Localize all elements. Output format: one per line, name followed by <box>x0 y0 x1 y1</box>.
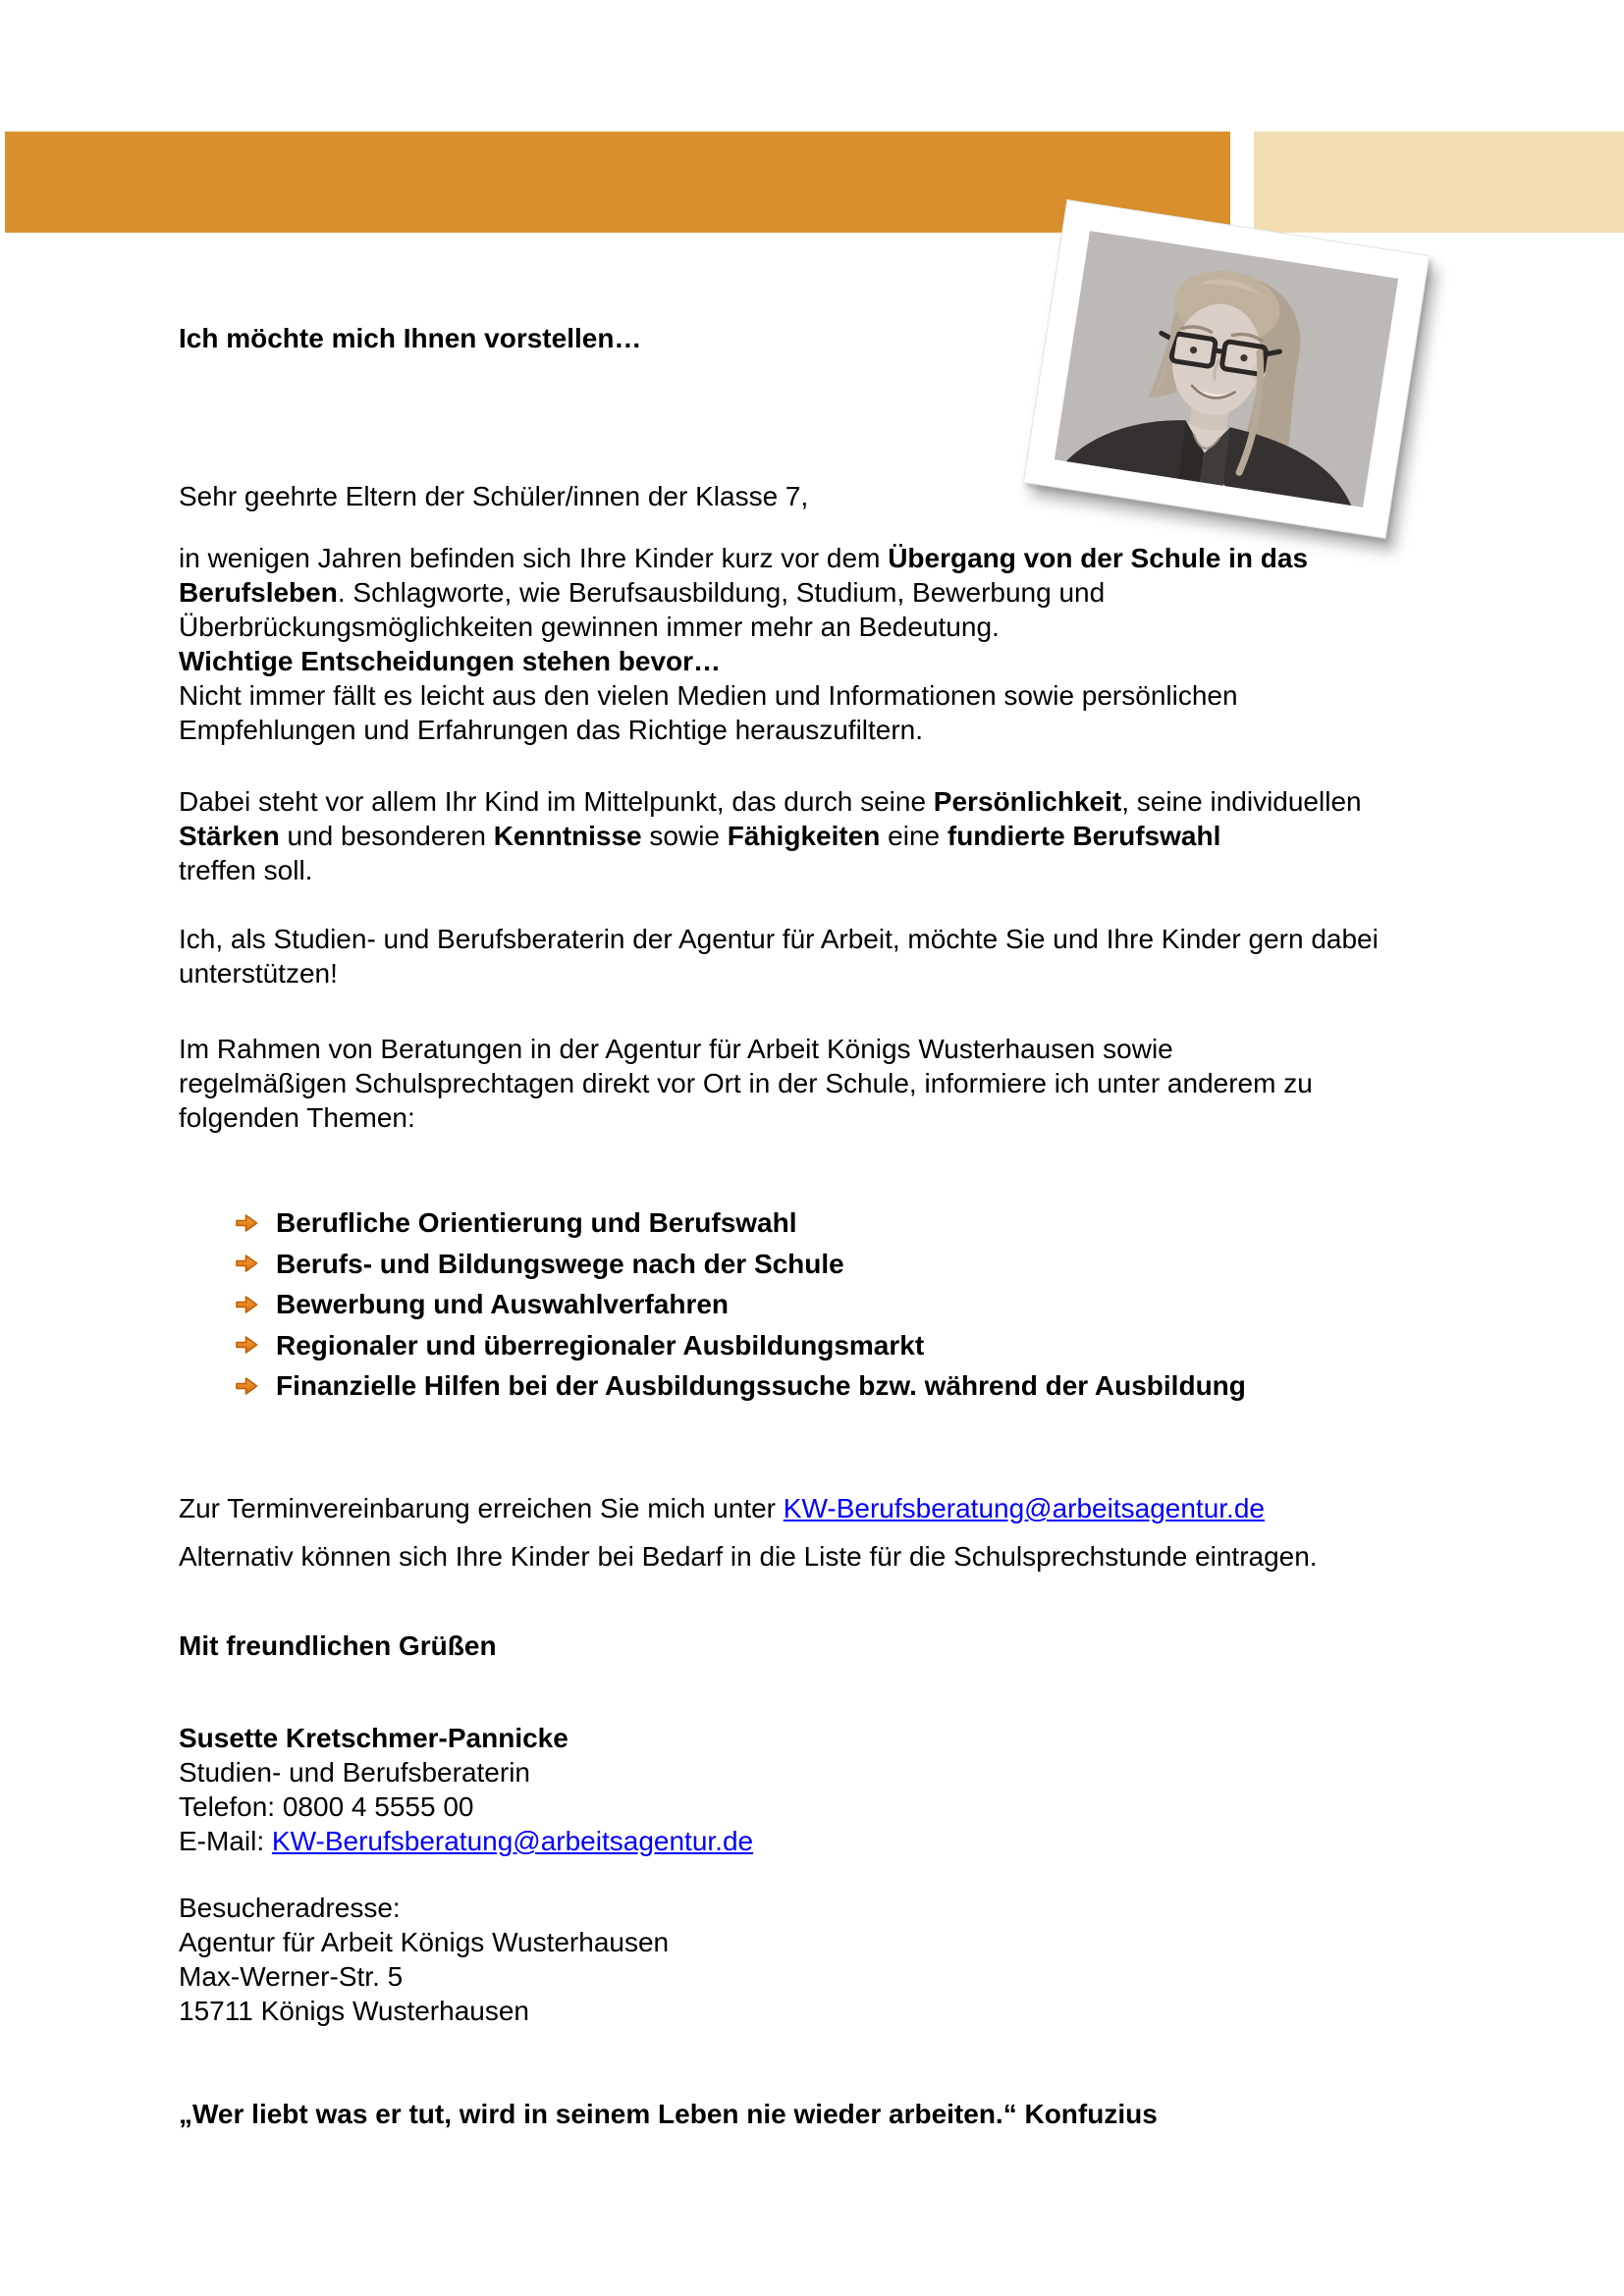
text-run: treffen soll. <box>179 855 313 885</box>
text-line <box>179 1891 669 1925</box>
text-run: Nicht immer fällt es leicht aus den vielen Medien und Informationen sowie persönlichen <box>179 680 1238 711</box>
text-run: in wenigen Jahren befinden sich Ihre Kinder kurz vor dem <box>179 543 889 573</box>
text-run: folgenden Themen: <box>179 1102 415 1133</box>
text-line <box>179 819 1362 853</box>
text-line <box>179 644 1308 678</box>
text-run: Susette Kretschmer-Pannicke <box>179 1723 568 1753</box>
text-line <box>179 1824 753 1858</box>
salutation-text: Sehr geehrte Eltern der Schüler/innen der Klasse 7, <box>179 481 809 511</box>
text-run: Fähigkeiten <box>727 821 881 851</box>
text-run: und besonderen <box>279 821 494 851</box>
text-line <box>179 853 1362 887</box>
text-run: 15711 Königs Wusterhausen <box>179 1996 529 2026</box>
text-line <box>179 1721 753 1755</box>
text-run: Max-Werner-Str. 5 <box>179 1961 404 1992</box>
text-run: Berufsleben <box>179 577 338 608</box>
text-line <box>179 1925 669 1959</box>
text-run: Kenntnisse <box>493 821 642 851</box>
arrow-bullet-icon <box>234 1334 259 1356</box>
text-run: regelmäßigen Schulsprechtagen direkt vor Ort in der Schule, informiere ich unter anderem zu <box>179 1068 1313 1098</box>
bullet-item <box>234 1287 1246 1321</box>
quote-text: „Wer liebt was er tut, wird in seinem Leben nie wieder arbeiten.“ Konfuzius <box>179 2099 1158 2129</box>
text-line <box>179 784 1362 819</box>
banner-cream-bar <box>1254 132 1624 233</box>
text-line <box>179 956 1379 990</box>
text-line <box>179 541 1308 575</box>
text-run: Zur Terminvereinbarung erreichen Sie mich unter <box>179 1493 784 1523</box>
bullet-item-label: Regionaler und überregionaler Ausbildungsmarkt <box>276 1329 925 1361</box>
text-line <box>179 1066 1313 1100</box>
text-run: Persönlichkeit <box>933 786 1122 817</box>
email-link[interactable]: KW-Berufsberatung@arbeitsagentur.de <box>783 1493 1265 1523</box>
text-run: eine <box>880 821 947 851</box>
text-run: Überbrückungsmöglichkeiten gewinnen immer mehr an Bedeutung. <box>179 612 1000 642</box>
text-run: , seine individuellen <box>1121 786 1362 817</box>
arrow-bullet-icon <box>234 1212 259 1234</box>
contact-alternative-line: Alternativ können sich Ihre Kinder bei Bedarf in die Liste für die Schulsprechstunde eintragen. <box>179 1541 1318 1572</box>
address-block <box>179 1891 669 2028</box>
email-link[interactable]: KW-Berufsberatung@arbeitsagentur.de <box>271 1826 754 1856</box>
text-run: Stärken <box>179 821 280 851</box>
text-line <box>179 1491 1265 1525</box>
contact-appointment-line <box>179 1491 1265 1525</box>
text-line <box>179 1994 669 2028</box>
text-run: sowie <box>641 821 728 851</box>
text-run: Im Rahmen von Beratungen in der Agentur für Arbeit Königs Wusterhausen sowie <box>179 1034 1173 1064</box>
text-line <box>179 1789 753 1824</box>
bullet-item <box>234 1368 1246 1403</box>
text-line <box>179 713 1308 747</box>
bullet-item-label: Berufliche Orientierung und Berufswahl <box>276 1207 797 1238</box>
text-run: Empfehlungen und Erfahrungen das Richtige herauszufiltern. <box>179 715 924 745</box>
bullet-item <box>234 1205 1246 1240</box>
text-line <box>179 922 1379 956</box>
arrow-bullet-icon <box>234 1294 259 1315</box>
text-line <box>179 1755 753 1789</box>
signature-block <box>179 1721 753 1858</box>
text-line <box>179 575 1308 610</box>
bullet-item <box>234 1247 1246 1281</box>
text-line <box>179 1959 669 1994</box>
text-line <box>179 678 1308 713</box>
portrait-photo <box>1023 199 1430 539</box>
arrow-bullet-icon <box>234 1375 259 1397</box>
text-run: Ich, als Studien- und Berufsberaterin der Agentur für Arbeit, möchte Sie und Ihre Kinder gern dabei <box>179 924 1379 954</box>
closing-text: Mit freundlichen Grüßen <box>179 1630 497 1661</box>
bullet-item-label: Bewerbung und Auswahlverfahren <box>276 1289 730 1319</box>
text-run: Telefon: 0800 4 5555 00 <box>179 1791 474 1822</box>
text-run: fundierte Berufswahl <box>947 821 1221 851</box>
arrow-bullet-icon <box>234 1253 259 1274</box>
topics-list <box>234 1205 1246 1410</box>
text-run: Wichtige Entscheidungen stehen bevor… <box>179 646 722 676</box>
text-run: Besucheradresse: <box>179 1893 401 1923</box>
text-line <box>179 610 1308 644</box>
paragraph-topics-intro <box>179 1032 1313 1135</box>
text-run: Studien- und Berufsberaterin <box>179 1757 530 1788</box>
text-run: Agentur für Arbeit Königs Wusterhausen <box>179 1927 670 1957</box>
text-line <box>179 1032 1313 1066</box>
text-run: E-Mail: <box>179 1826 272 1856</box>
paragraph-focus <box>179 784 1362 887</box>
text-run: Übergang von der Schule in das <box>888 543 1309 573</box>
page-heading: Ich möchte mich Ihnen vorstellen… <box>179 323 642 353</box>
text-run: . Schlagworte, wie Berufsausbildung, Studium, Bewerbung und <box>337 577 1106 608</box>
bullet-item-label: Berufs- und Bildungswege nach der Schule <box>276 1248 844 1279</box>
bullet-item-label: Finanzielle Hilfen bei der Ausbildungssuche bzw. während der Ausbildung <box>276 1370 1246 1401</box>
paragraph-support <box>179 922 1379 990</box>
text-run: unterstützen! <box>179 958 338 988</box>
portrait-illustration <box>1055 231 1398 507</box>
text-line <box>179 1100 1313 1135</box>
paragraph-intro <box>179 541 1308 747</box>
text-run: Dabei steht vor allem Ihr Kind im Mittelpunkt, das durch seine <box>179 786 934 817</box>
banner-orange-bar <box>5 132 1230 233</box>
bullet-item <box>234 1328 1246 1362</box>
